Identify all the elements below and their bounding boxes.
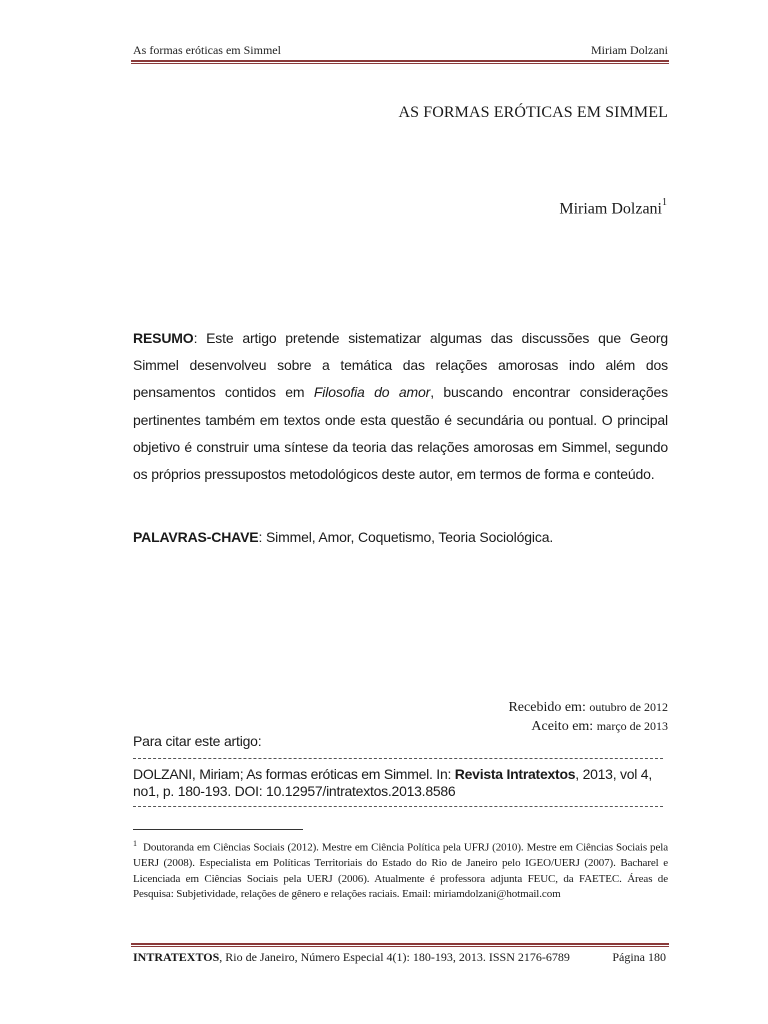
abstract-label: RESUMO	[133, 330, 194, 346]
author-name: Miriam Dolzani$^1$	[559, 197, 667, 218]
abstract: RESUMO: Este artigo pretende sistematizar algumas das discussões que Georg Simmel desenvolveu sobre a temática das relações amorosas indo além dos pensamentos contidos em Filosofia do amor, buscando encontrar considerações pertinentes também em textos onde esta questão é secundária ou pontual. O principal objetivo é construir uma síntese da teoria das relações amorosas em Simmel, segundo os próprios pressupostos metodológicos deste autor, em termos de forma e conteúdo.	[133, 330, 668, 483]
header-divider	[131, 60, 669, 64]
running-header-author: Miriam Dolzani	[591, 43, 668, 57]
submission-dates	[508, 698, 668, 736]
footer-divider	[131, 943, 669, 947]
citation-divider-bottom	[133, 806, 663, 807]
received-date: Recebido em: outubro de 2012	[508, 700, 668, 715]
page-number: Página 180	[612, 950, 666, 964]
keywords-label: PALAVRAS-CHAVE	[133, 529, 259, 545]
accepted-date: Aceito em: março de 2013	[531, 719, 668, 734]
keywords: PALAVRAS-CHAVE: Simmel, Amor, Coquetismo, Teoria Sociológica.	[133, 529, 554, 545]
journal-name: Revista Intratextos	[454, 766, 576, 782]
book-title: Filosofia do amor	[313, 384, 431, 401]
footnote-reference[interactable]: 1	[662, 197, 667, 208]
citation-divider-top	[133, 758, 663, 759]
article-title: AS FORMAS ERÓTICAS EM SIMMEL	[398, 104, 668, 121]
citation-label: Para citar este artigo:	[133, 733, 262, 749]
running-header-title: As formas eróticas em Simmel	[133, 43, 281, 57]
citation-text: DOLZANI, Miriam; As formas eróticas em Simmel. In: Revista Intratextos, 2013, vol 4, no1, p. 180-193. DOI: 10.12957/intratextos.2013.8586	[133, 766, 652, 799]
footer-citation: INTRATEXTOS, Rio de Janeiro, Número Especial 4(1): 180-193, 2013. ISSN 2176-6789	[133, 950, 570, 964]
footnote-divider	[133, 829, 303, 830]
footnote: $^1$ Doutoranda em Ciências Sociais (2012). Mestre em Ciência Política pela UFRJ (2010). Mestre em Ciências Sociais pela UERJ (2008). Especialista em Políticas Territoriais do Estado do Rio de Janeiro pelo IGEO/UERJ (2007). Bacharel e Licenciada em Ciências Sociais pela UERJ (2006). Atualmente é professora adjunta FEUC, da FAETEC. Áreas de Pesquisa: Subjetividade, relações de gênero e relações raciais. Email: miriamdolzani@hotmail.com	[133, 839, 668, 901]
